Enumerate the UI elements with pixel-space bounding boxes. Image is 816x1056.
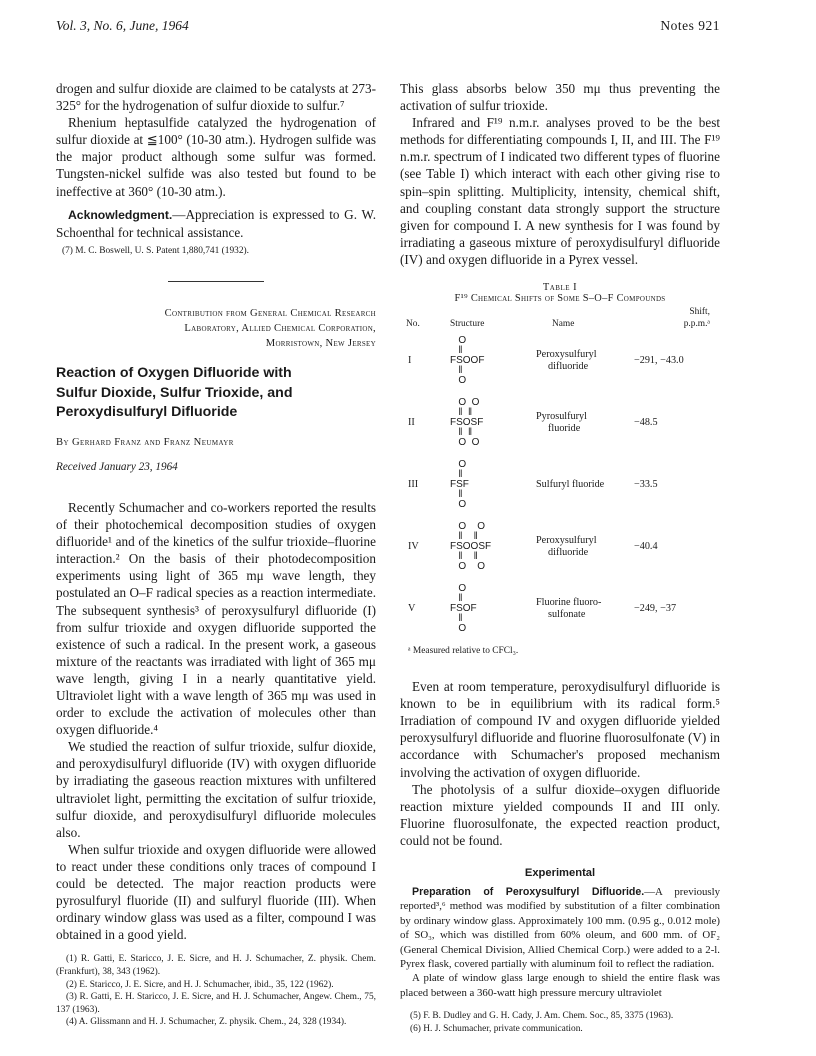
cell-name [530,330,630,392]
right-column [400,80,720,1035]
body-paragraph-3: When sulfur trioxide and oxygen difluoride were allowed to react under these conditions only traces of compound I could be detected. The major reaction products were pyrosulfuryl fluoride (II) and sulfuryl fluoride (III). When ordinary window glass was used as a filter, compound I was obtained in a good yield. [56,841,376,943]
formula-line: O O [450,561,486,573]
formula-line: O [450,583,467,595]
footnote-4: (4) A. Glissmann and H. J. Schumacher, Z. physik. Chem., 24, 328 (1934). [66,1017,347,1028]
footnote-2: (2) E. Staricco, J. E. Sicre, and H. J. Schumacher, ibid., 35, 122 (1962). [66,979,334,990]
footnote-6: (6) H. J. Schumacher, private communication. [410,1023,583,1034]
formula-line: FSOF [450,603,477,615]
header-shift-line-2: p.p.m.ᵃ [683,319,710,330]
formula-line: O O [450,397,480,409]
structural-formula [450,336,530,386]
cell-chemical-shift: −40.4 [634,541,658,553]
footnotes-right [400,1010,720,1035]
experimental-paragraph-2: A plate of window glass large enough to shield the entire flask was placed between a 360-watt high pressure mercury ultraviolet [400,972,720,999]
formula-line: ‖ [450,345,463,357]
compound-name-line-2: difluoride [548,361,589,373]
cell-compound-number: I [408,355,412,367]
formula-line: O O [450,521,486,533]
paragraph-equilibrium: Even at room temperature, peroxydisulfuryl difluoride is known to be in equilibrium with its radical form.⁵ Irradiation of compound IV and oxygen difluoride yielded peroxysulfuryl difluoride and fluorine fluorosulfonate (V) in accordance with Schumacher's proposed mechanism involving the activation of oxygen difluoride. [400,679,720,780]
cell-name [530,578,630,640]
cell-compound-number: IV [408,541,419,553]
article-title-line-1: Reaction of Oxygen Difluoride with [56,365,292,382]
contribution-block [56,306,376,351]
formula-line: ‖ ‖ [450,427,473,439]
formula-line: ‖ [450,489,463,501]
table-1 [400,282,720,656]
formula-line: ‖ ‖ [450,551,478,563]
footnote-5: (5) F. B. Dudley and G. H. Cady, J. Am. Chem. Soc., 85, 3375 (1963). [410,1011,674,1022]
cell-structure [450,578,530,640]
cell-name [530,392,630,454]
structural-formula [450,584,530,634]
acknowledgment [56,206,376,241]
formula-line: FSOOSF [450,541,492,553]
received-date: Received January 23, 1964 [56,460,178,473]
paragraph-continued: drogen and sulfur dioxide are claimed to be catalysts at 273-325° for the hydrogenation of sulfur dioxide to sulfur.⁷ [56,81,376,114]
formula-line: ‖ ‖ [450,407,473,419]
paragraph-rhenium: Rhenium heptasulfide catalyzed the hydrogenation of sulfur dioxide at ≦100° (10-30 atm.). Hydrogen sulfide was the major product although some sulfur was formed. Tungsten-nickel sulfide was also tested but found to be ineffective at 360° (10-30 atm.). [56,115,376,199]
cell-structure [450,330,530,392]
experimental-paragraph [400,885,720,971]
compound-name-line-1: Fluorine fluoro- [536,597,602,609]
cell-name [530,454,630,516]
acknowledgment-label: Acknowledgment. [68,207,173,222]
formula-line: O [450,499,467,511]
compound-name-line-2: sulfonate [548,609,586,621]
formula-line: ‖ [450,365,463,377]
experimental-text: —A previously reported³,⁶ method was modified by substitution of a filter combination by ordinary window glass. Approximately 100 mm. (0.95 g., 0.012 mole) of SO₃, which was distilled from 60% oleum, and 600 mm. of OF₂ (General Chemical Division, Allied Chemical Corp.) were added to a 2-l. Pyrex flask, covered partially with aluminum foil to reflect the radiation. [400,885,720,970]
cell-structure [450,392,530,454]
formula-line: O [450,335,467,347]
section-divider [168,281,264,282]
contribution-line-2: Laboratory, Allied Chemical Corporation, [184,323,376,335]
compound-name-line-1: Sulfuryl fluoride [536,479,605,491]
formula-line: ‖ [450,613,463,625]
footnote-1: (1) R. Gatti, E. Staricco, J. E. Sicre, and H. J. Schumacher, Z. physik. Chem. (Frankfurt), 38, 343 (1962). [56,954,376,977]
cell-name [530,516,630,578]
formula-line: ‖ ‖ [450,531,478,543]
cell-structure [450,454,530,516]
formula-line: FSOSF [450,417,484,429]
cell-compound-number: III [408,479,419,491]
compound-name-line-2: fluoride [548,423,581,435]
structural-formula [450,522,530,572]
formula-line: O O [450,437,480,449]
formula-line: FSF [450,479,469,491]
cell-chemical-shift: −48.5 [634,417,658,429]
article-title-line-3: Peroxydisulfuryl Difluoride [56,404,238,421]
table-row [400,578,720,640]
paragraph-photolysis: The photolysis of a sulfur dioxide–oxygen difluoride reaction mixture yielded compounds II and III only. Fluorine fluorosulfonate, the expected reaction product, could not be found. [400,781,720,848]
left-column [56,80,376,1029]
running-header-left: Vol. 3, No. 6, June, 1964 [56,18,189,33]
header-structure: Structure [450,319,485,330]
experimental-heading: Experimental [524,866,596,879]
structural-formula [450,398,530,448]
table-row [400,330,720,392]
run-in-heading: Preparation of Peroxysulfuryl Difluoride. [412,885,645,898]
paragraph-nmr: Infrared and F¹⁹ n.m.r. analyses proved to be the best methods for differentiating compounds I, II, and III. The F¹⁹ n.m.r. spectrum of I indicated two different types of fluorine (see Table I) which interact with each other giving rise to spin–spin splitting. Multiplicity, intensity, chemical shift, and coupling constant data strongly support the structure given for compound I. A new synthesis for I was found by irradiating a gaseous mixture of peroxydisulfuryl difluoride (IV) and oxygen difluoride in a Pyrex vessel. [400,115,720,267]
article-title-line-2: Sulfur Dioxide, Sulfur Trioxide, and [56,384,293,401]
table-chemical-shifts [400,306,720,640]
cell-chemical-shift: −33.5 [634,479,658,491]
formula-line: ‖ [450,469,463,481]
table-row [400,516,720,578]
cell-compound-number: II [408,417,415,429]
table-footnote: ᵃ Measured relative to CFCl₃. [408,646,519,657]
compound-name-line-1: Pyrosulfuryl [536,411,587,423]
contribution-line-3: Morristown, New Jersey [265,338,376,350]
body-paragraph-2: We studied the reaction of sulfur trioxide, sulfur dioxide, and peroxydisulfuryl difluoride (IV) with oxygen difluoride by irradiating the gaseous reaction mixtures with unfiltered ultraviolet light, permitting the excitation of sulfur trioxide, sulfur dioxide, and peroxydisulfuryl difluoride molecules also. [56,739,376,840]
cell-structure [450,516,530,578]
compound-name-line-1: Peroxysulfuryl [536,535,597,547]
body-paragraph-1: Recently Schumacher and co-workers reported the results of their photochemical decomposition studies of oxygen difluoride¹ and of the kinetics of the sulfur trioxide–fluorine interaction.² On the basis of their photodecomposition experiments using light of 365 mμ wave length, they postulated an O–F radical species as a reaction intermediate. The subsequent synthesis³ of peroxysulfuryl difluoride (I) from sulfur trioxide and oxygen difluoride supported the existence of such a radical. In the present work, a gaseous mixture of the reactants was irradiated with light of 365 mμ wave length, giving I in a nearly quantitative yield. Ultraviolet light with a wave length of 365 mμ was used in order to exclude the activation of molecules other than oxygen difluoride.⁴ [56,499,376,738]
cell-chemical-shift: −249, −37 [634,603,677,615]
compound-name-line-1: Peroxysulfuryl [536,349,597,361]
table-title: F¹⁹ Chemical Shifts of Some S–O–F Compounds [454,293,666,305]
header-shift-line-1: Shift, [689,307,710,318]
structural-formula [450,460,530,510]
acknowledgment-text: —Appreciation is expressed to G. W. Schoenthal for technical assistance. [56,206,376,240]
formula-line: FSOOF [450,355,485,367]
footnote-3: (3) R. Gatti, E. H. Staricco, J. E. Sicre, and H. J. Schumacher, Angew. Chem., 75, 137 (1963). [56,992,376,1015]
formula-line: O [450,375,467,387]
article-title [56,364,376,423]
table-row [400,454,720,516]
compound-name-line-2: difluoride [548,547,589,559]
formula-line: O [450,459,467,471]
running-header-right: Notes 921 [660,18,720,33]
header-shift [630,306,720,330]
paragraph-glass: This glass absorbs below 350 mμ thus preventing the activation of sulfur trioxide. [400,81,720,114]
formula-line: O [450,623,467,635]
contribution-line-1: Contribution from General Chemical Research [164,308,376,320]
footnote-7: (7) M. C. Boswell, U. S. Patent 1,880,741 (1932). [62,245,249,256]
header-name: Name [552,319,575,330]
cell-chemical-shift: −291, −43.0 [634,355,684,367]
article-authors: By Gerhard Franz and Franz Neumayr [56,436,234,448]
cell-compound-number: V [408,603,416,615]
table-header-row [400,306,720,330]
footnotes-left [56,953,376,1029]
table-row [400,392,720,454]
formula-line: ‖ [450,593,463,605]
header-no: No. [406,319,420,330]
table-caption: Table I [542,282,578,294]
